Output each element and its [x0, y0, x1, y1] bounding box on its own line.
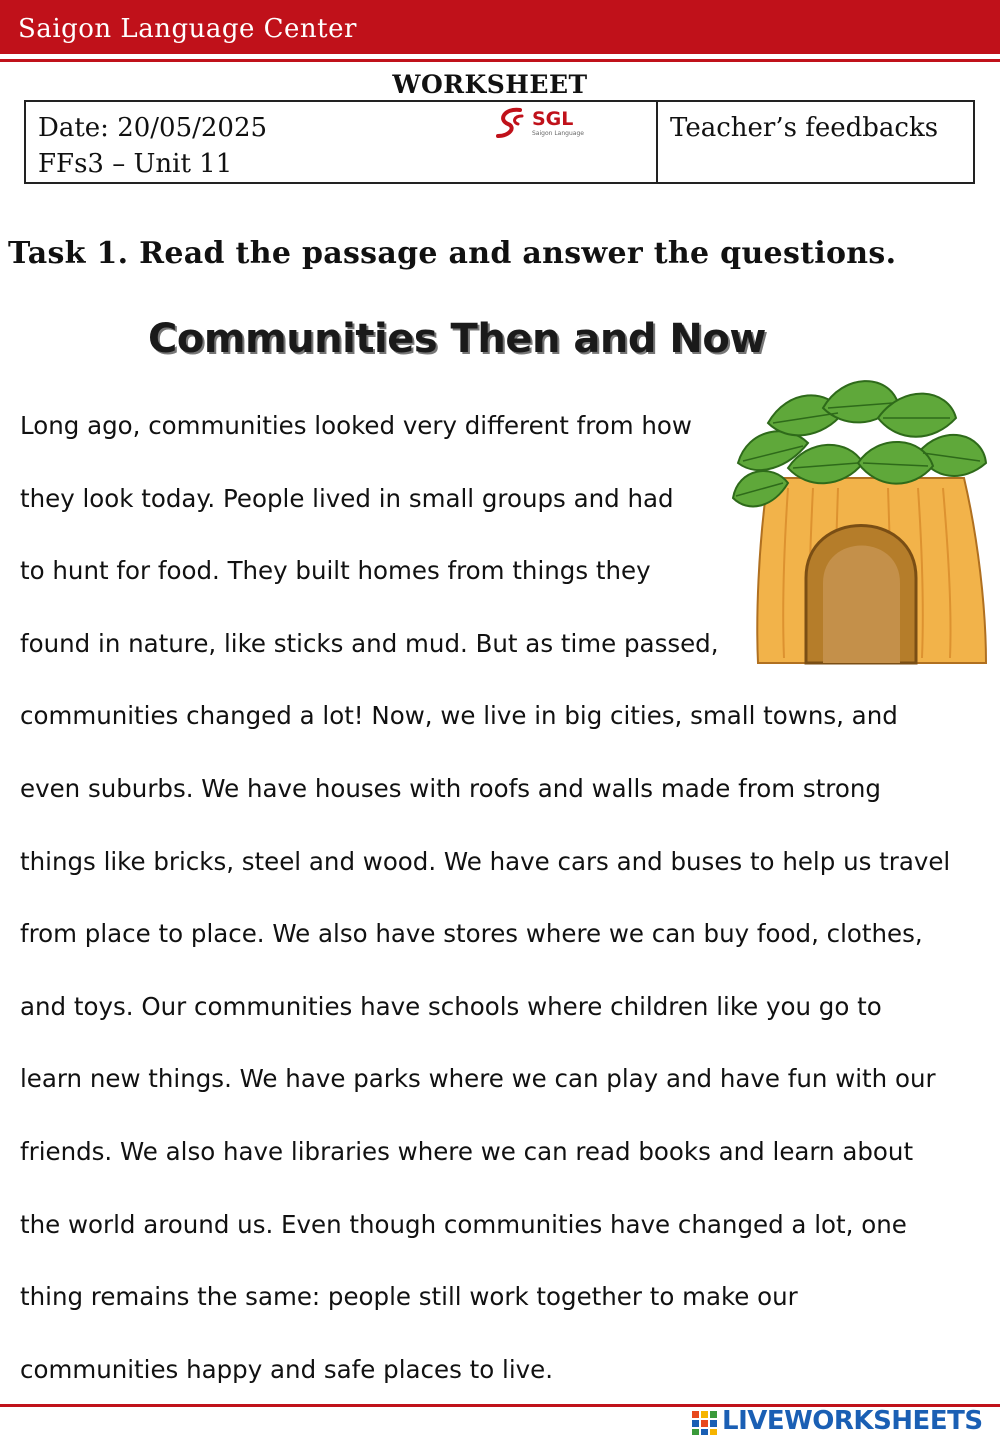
passage-line: communities changed a lot! Now, we live in big cities, small towns, and	[20, 701, 898, 731]
worksheet-title: WORKSHEET	[392, 70, 588, 99]
sgl-logo-icon	[494, 106, 598, 142]
passage-line: from place to place. We also have stores where we can buy food, clothes,	[20, 919, 923, 949]
liveworksheets-logo-icon	[692, 1406, 992, 1436]
liveworksheets-squares-icon	[692, 1411, 718, 1435]
passage-line: found in nature, like sticks and mud. But as time passed,	[20, 628, 719, 658]
passage-line: to hunt for food. They built homes from things they	[20, 556, 651, 586]
story-title: Communities Then and Now	[148, 316, 766, 362]
passage-line: they look today. People lived in small groups and had	[20, 483, 674, 513]
feedback-label: Teacher’s feedbacks	[670, 113, 939, 143]
header-bar	[0, 0, 1000, 54]
task-heading: Task 1. Read the passage and answer the questions.	[8, 236, 897, 271]
passage-line: thing remains the same: people still work together to make our	[20, 1282, 798, 1312]
passage-line: the world around us. Even though communities have changed a lot, one	[20, 1209, 907, 1239]
passage-line: things like bricks, steel and wood. We have cars and buses to help us travel	[20, 846, 951, 876]
header-divider	[0, 59, 1000, 62]
info-left-cell	[38, 110, 267, 182]
passage-line: friends. We also have libraries where we can read books and learn about	[20, 1136, 914, 1166]
unit-label: FFs3 – Unit 11	[38, 149, 233, 179]
sgl-swirl-icon	[494, 106, 528, 140]
passage-line: even suburbs. We have houses with roofs and walls made from strong	[20, 773, 881, 803]
info-divider	[656, 102, 658, 182]
info-table	[24, 100, 975, 184]
date-label: Date: 20/05/2025	[38, 113, 268, 143]
passage-line: Long ago, communities looked very different from how	[20, 411, 692, 440]
logo-subtext: Saigon Language	[532, 130, 584, 137]
passage-line: communities happy and safe places to live.	[20, 1354, 553, 1384]
logo-text: SGL	[532, 108, 574, 130]
passage-line: and toys. Our communities have schools where children like you go to	[20, 991, 882, 1021]
passage-line: learn new things. We have parks where we can play and have fun with our	[20, 1064, 936, 1094]
center-name: Saigon Language Center	[18, 14, 357, 44]
hut-illustration	[728, 368, 990, 668]
liveworksheets-brand: LIVEWORKSHEETS	[722, 1406, 983, 1436]
